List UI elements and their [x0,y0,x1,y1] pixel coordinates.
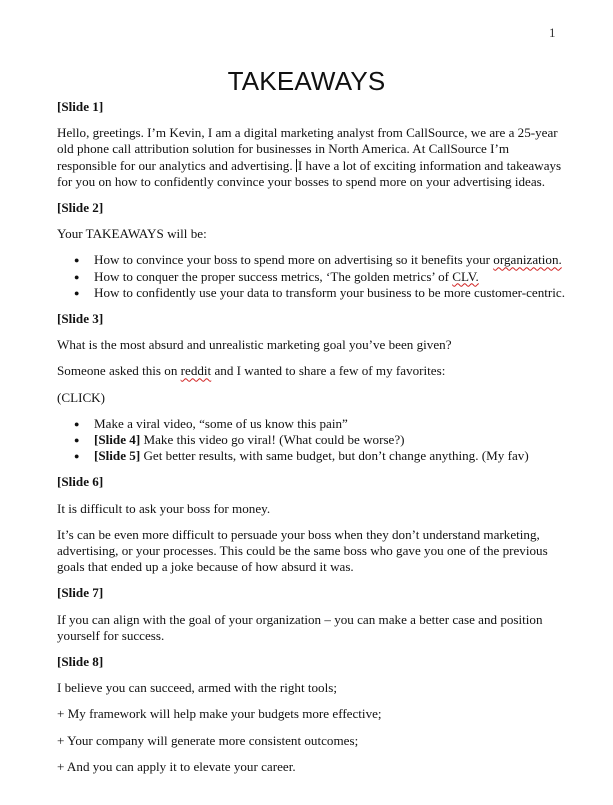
spellcheck-word: reddit [180,363,212,379]
document-title: TAKEAWAYS [227,66,386,96]
slide-7-heading: [Slide 7] [57,585,104,601]
list-item-text: How to convince your boss to spend more on advertising so it benefits your [94,252,494,268]
slide-1-text-b: I have a lot of exciting information and takeaways for you on how to confidently convince your bosses to spend more on your advertising ideas. [57,157,562,189]
list-item [57,269,567,285]
text-cursor [296,159,297,172]
takeaways-list [57,252,567,301]
slide-label: [Slide 5] [94,448,141,464]
slide-3-question: What is the most absurd and unrealistic marketing goal you’ve been given? [57,337,452,353]
slide-2-heading: [Slide 2] [57,200,104,216]
slide-8-paragraph-1: I believe you can succeed, armed with the right tools; [57,680,337,696]
click-cue: (CLICK) [57,389,106,405]
list-item-text: Get better results, with same budget, but don’t change anything. (My fav) [140,448,529,464]
list-item [57,252,567,268]
slide-8-paragraph-4: + And you can apply it to elevate your career. [57,758,296,774]
slide-3-reddit-paragraph [57,363,567,379]
list-item [57,416,567,432]
list-item [57,448,567,464]
document-body[interactable] [57,99,567,785]
list-item-text: How to confidently use your data to transform your business to be more customer-centric. [94,284,565,300]
paragraph-text: Someone asked this on [57,363,181,379]
list-item-text: How to conquer the proper success metrics, ‘The golden metrics’ of [94,268,453,284]
slide-8-paragraph-2: + My framework will help make your budgets more effective; [57,706,382,722]
slide-3-heading: [Slide 3] [57,311,104,327]
slide-8-heading: [Slide 8] [57,654,104,670]
slide-1-text-a: Hello, greetings. I’m Kevin, I am a digital marketing analyst from CallSource, we are a 25-year old phone call attribution solution for businesses in North America. At CallSource I’m responsible for our analytics and advertising. [57,125,558,173]
slide-8-paragraph-3: + Your company will generate more consistent outcomes; [57,732,359,748]
page-number: 1 [549,25,556,40]
slide-6-paragraph-2: It’s can be even more difficult to persuade your boss when they don’t understand marketing, advertising, or your processes. This could be the same boss who gave you one of the previous goals that ended up a joke because of how absurd it was. [57,526,548,575]
absurd-goals-list [57,416,567,465]
list-item-text: Make a viral video, “some of us know this pain” [94,415,348,431]
slide-6-paragraph-1: It is difficult to ask your boss for money. [57,500,271,516]
spellcheck-word: organization. [493,252,562,268]
paragraph-text: and I wanted to share a few of my favorites: [211,363,446,379]
slide-7-paragraph: If you can align with the goal of your organization – you can make a better case and position yourself for success. [57,611,543,643]
slide-2-intro: Your TAKEAWAYS will be: [57,226,207,242]
slide-1-paragraph [57,125,567,190]
list-item-text: Make this video go viral! (What could be worse?) [140,432,405,448]
spellcheck-word: CLV. [452,268,479,284]
slide-label: [Slide 4] [94,432,141,448]
list-item [57,432,567,448]
slide-1-heading: [Slide 1] [57,99,104,114]
slide-6-heading: [Slide 6] [57,474,104,490]
list-item [57,285,567,301]
